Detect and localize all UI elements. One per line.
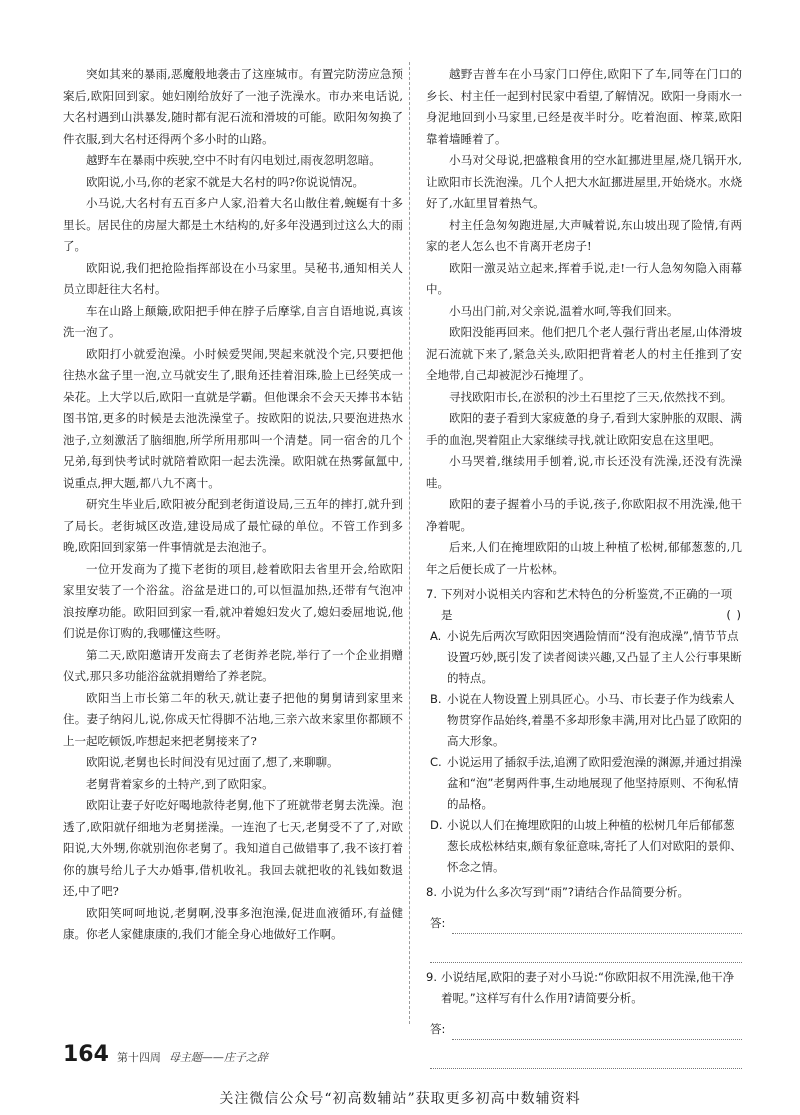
paragraph: 小马说,大名村有五百多户人家,沿着大名山散住着,蜿蜒有十多里长。居民住的房屋大都是土木结构的,好多年没遇到过这么大的雨了。 xyxy=(63,196,403,253)
answer-line[interactable] xyxy=(430,1054,742,1069)
paragraph: 欧阳一激灵站立起来,挥着手说,走!一行人急匆匆隐入雨幕中。 xyxy=(426,260,742,296)
promo-banner: 关注微信公众号“初高数辅站”获取更多初高中数辅资料 xyxy=(219,1091,581,1107)
question-text xyxy=(441,584,742,626)
paragraph: 车在山路上颠簸,欧阳把手伸在脖子后摩挲,自言自语地说,真该洗一泡了。 xyxy=(63,303,403,339)
right-column xyxy=(426,64,742,1069)
paragraph: 第二天,欧阳邀请开发商去了老街养老院,举行了一个企业捐赠仪式,那只多功能浴盆就捐赠给了养老院。 xyxy=(63,647,403,683)
answer-line[interactable] xyxy=(452,1021,742,1040)
question-9 xyxy=(426,967,742,1069)
paragraph: 欧阳让妻子好吃好喝地款待老舅,他下了班就带老舅去洗澡。泡透了,欧阳就仔细地为老舅搓澡。一连泡了七天,老舅受不了了,对欧阳说,大外甥,你就别泡你老舅了。我知道自己做错事了,我不该打着你的旗号给儿子大办婚事,借机收礼。我回去就把收的礼钱如数退还,中了吧? xyxy=(63,798,403,898)
option-a xyxy=(426,626,742,689)
paragraph: 寻找欧阳市长,在淤积的沙土石里挖了三天,依然找不到。 xyxy=(449,389,733,404)
option-text: 小说运用了插叙手法,追溯了欧阳爱泡澡的渊源,并通过捐澡盆和“泡”老舅两件事,生动地展现了他坚持原则、不徇私情的品格。 xyxy=(447,755,742,811)
answer-line[interactable] xyxy=(430,948,742,963)
paragraph: 村主任急匆匆跑进屋,大声喊着说,东山坡出现了险情,有两家的老人怎么也不肯离开老房子! xyxy=(426,217,742,253)
answer-area[interactable] xyxy=(426,913,742,934)
question-8 xyxy=(426,882,742,963)
paragraph: 一位开发商为了揽下老街的项目,趁着欧阳去省里开会,给欧阳家里安装了一个浴盆。浴盆是进口的,可以恒温加热,还带有气泡冲浪按摩功能。欧阳回到家一看,就冲着媳妇发火了,媳妇委屈地说,他们说是你订购的,我哪懂这些呀。 xyxy=(63,561,403,640)
paragraph: 欧阳说,我们把抢险指挥部设在小马家里。吴秘书,通知相关人员立即赶往大名村。 xyxy=(63,260,403,296)
question-number: 7. xyxy=(426,587,437,601)
question-7 xyxy=(426,584,742,878)
paragraph: 突如其来的暴雨,恶魔般地袭击了这座城市。有置完防涝应急预案后,欧阳回到家。她妇刚给放好了一池子洗澡水。市办来电话说,大名村遇到山洪暴发,随时都有泥石流和滑坡的可能。欧阳匆匆换了件衣服,到大名村还得两个多小时的山路。 xyxy=(63,67,403,146)
paragraph: 研究生毕业后,欧阳被分配到老街道设局,三五年的摔打,就升到了局长。老街城区改造,建设局成了最忙碌的单位。不管工作到多晚,欧阳回到家第一件事情就是去泡池子。 xyxy=(63,497,403,554)
paragraph: 后来,人们在掩埋欧阳的山坡上种植了松树,郁郁葱葱的,几年之后便长成了一片松林。 xyxy=(426,540,742,576)
option-b xyxy=(426,689,742,752)
column-divider xyxy=(409,62,410,1024)
paragraph: 欧阳打小就爱泡澡。小时候爱哭闹,哭起来就没个完,只要把他往热水盆子里一泡,立马就安生了,眼角还挂着泪珠,脸上已经笑成一朵花。上大学以后,欧阳一直就是学霸。但他课余不会天天捧书本钻图书馆,更多的时候是去池洗澡堂子。按欧阳的说法,只要泡进热水池子,立刻激活了脑细胞,所学所用那叫一个清楚。同一宿舍的几个兄弟,每到快考试时就陪着欧阳一起去洗澡。欧阳就在热雾氤氲中,说重点,押大题,都八九不离十。 xyxy=(63,346,403,490)
question-stem xyxy=(426,882,742,903)
answer-label: 答: xyxy=(430,1022,446,1036)
paragraph: 欧阳的妻子看到大家疲惫的身子,看到大家肿胀的双眼、满手的血泡,哭着阻止大家继续寻找,就让欧阳安息在这里吧。 xyxy=(426,411,742,447)
option-d xyxy=(426,815,742,878)
option-letter: C. xyxy=(430,755,442,769)
option-text: 小说以人们在掩埋欧阳的山坡上种植的松树几年后郁郁葱葱长成松林结束,颇有象征意味,寄托了人们对欧阳的景仰、怀念之情。 xyxy=(447,818,742,874)
theme-label: 母主题——庄子之辞 xyxy=(168,1051,268,1064)
option-text: 小说先后两次写欧阳因突遇险情而“没有泡成澡”,情节节点设置巧妙,既引发了读者阅读兴趣,又凸显了主人公行事果断的特点。 xyxy=(447,629,742,685)
paragraph: 小马对父母说,把盛粮食用的空水缸挪进里屋,烧几锅开水,让欧阳市长洗泡澡。几个人把大水缸挪进屋里,开始烧水。水烧好了,水缸里冒着热气。 xyxy=(426,153,742,210)
paragraph: 欧阳的妻子握着小马的手说,孩子,你欧阳叔不用洗澡,他干净着呢。 xyxy=(426,497,742,533)
paragraph: 欧阳没能再回来。他们把几个老人强行背出老屋,山体滑坡泥石流就下来了,紧急关头,欧阳把背着老人的村主任推到了安全地带,自己却被泥沙石掩埋了。 xyxy=(426,325,742,382)
answer-label: 答: xyxy=(430,916,446,930)
question-text: 小说为什么多次写到“雨”?请结合作品简要分析。 xyxy=(441,885,690,899)
question-text-content: 下列对小说相关内容和艺术特色的分析鉴赏,不正确的一项是 xyxy=(441,587,733,622)
answer-area[interactable] xyxy=(426,1019,742,1040)
option-letter: D. xyxy=(430,818,443,832)
page-number: 164 xyxy=(63,1042,109,1067)
paragraph: 老舅背着家乡的土特产,到了欧阳家。 xyxy=(86,776,274,791)
paragraph: 欧阳说,老舅也长时间没有见过面了,想了,来聊聊。 xyxy=(86,755,339,769)
page-footer xyxy=(63,1042,268,1067)
option-letter: B. xyxy=(430,692,442,706)
paragraph: 小马哭着,继续用手刨着,说,市长还没有洗澡,还没有洗澡哇。 xyxy=(426,454,742,490)
paragraph: 小马出门前,对父亲说,温着水呵,等我们回来。 xyxy=(449,303,679,318)
question-number: 9. xyxy=(426,970,437,984)
answer-line[interactable] xyxy=(452,915,742,934)
paragraph: 欧阳说,小马,你的老家不就是大名村的吗?你说说情况。 xyxy=(86,174,364,189)
paragraph: 欧阳笑呵呵地说,老舅啊,没事多泡泡澡,促进血液循环,有益健康。你老人家健康康的,我们才能全身心地做好工作啊。 xyxy=(63,905,403,941)
paragraph: 欧阳当上市长第二年的秋天,就让妻子把他的舅舅请到家里来住。妻子纳闷儿,说,你成天忙得脚不沾地,三亲六故来家里你都顾不上一起吃顿饭,咋想起来把老舅接来了? xyxy=(63,690,403,748)
question-stem xyxy=(426,584,742,626)
paragraph: 越野吉普车在小马家门口停住,欧阳下了车,同等在门口的乡长、村主任一起到村民家中看望,了解情况。欧阳一身雨水一身泥地回到小马家里,已经是夜半时分。吃着泡面、榨菜,欧阳靠着墙睡着了。 xyxy=(426,67,742,146)
paragraph: 越野车在暴雨中疾驶,空中不时有闪电划过,雨夜忽明忽暗。 xyxy=(86,153,381,167)
question-text: 小说结尾,欧阳的妻子对小马说:“你欧阳叔不用洗澡,他干净着呢。”这样写有什么作用?请简要分析。 xyxy=(441,970,735,1005)
option-letter: A. xyxy=(430,629,442,643)
question-number: 8. xyxy=(426,885,437,899)
option-c xyxy=(426,752,742,815)
option-text: 小说在人物设置上别具匠心。小马、市长妻子作为线索人物贯穿作品始终,着墨不多却形象丰满,用对比凸显了欧阳的高大形象。 xyxy=(447,692,742,748)
left-column xyxy=(63,64,403,946)
answer-bracket: ( ) xyxy=(726,608,742,622)
question-stem xyxy=(426,967,742,1009)
week-label: 第十四周 xyxy=(116,1051,161,1064)
